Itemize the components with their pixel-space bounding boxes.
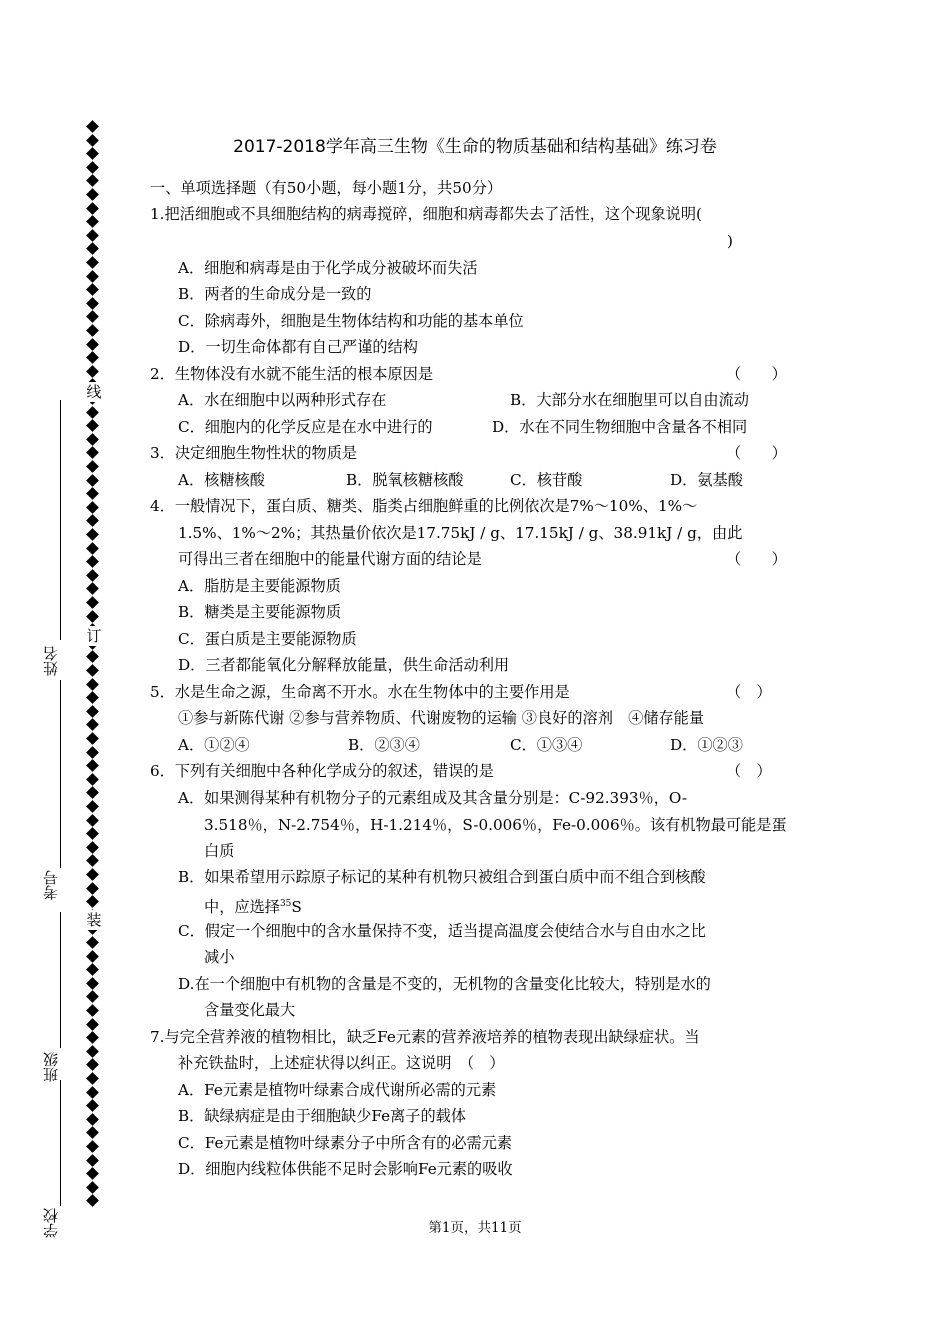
diamond-marker bbox=[86, 691, 99, 704]
diamond-marker bbox=[86, 215, 99, 228]
diamond-marker bbox=[86, 1072, 99, 1085]
diamond-marker bbox=[86, 841, 99, 854]
diamond-marker bbox=[86, 719, 99, 732]
diamond-marker bbox=[86, 202, 99, 215]
diamond-marker bbox=[86, 1045, 99, 1058]
option-b: B．糖类是主要能源物质 bbox=[178, 603, 342, 621]
diamond-marker bbox=[86, 882, 99, 895]
school-label: 学校 bbox=[42, 1208, 60, 1238]
diamond-marker bbox=[86, 991, 99, 1004]
question-stem: 4．一般情况下，蛋白质、糖类、脂类占细胞鲜重的比例依次是7%～10%、1%～ bbox=[150, 497, 698, 515]
binding-label-xian: 线 bbox=[84, 382, 104, 402]
diamond-marker bbox=[86, 243, 99, 256]
question-statements: ①参与新陈代谢 ②参与营养物质、代谢废物的运输 ③良好的溶剂 ④储存能量 bbox=[178, 709, 705, 727]
diamond-marker bbox=[86, 610, 99, 623]
diamond-marker bbox=[86, 1181, 99, 1194]
diamond-marker bbox=[86, 1167, 99, 1180]
option-c-cont: 减小 bbox=[204, 948, 235, 966]
diamond-marker bbox=[86, 963, 99, 976]
option-b: B．如果希望用示踪原子标记的某种有机物只被组合到蛋白质中而不组合到核酸 bbox=[178, 868, 706, 886]
diamond-marker bbox=[86, 283, 99, 296]
section-heading: 一、单项选择题（有50小题，每小题1分，共50分） bbox=[150, 179, 503, 197]
isotope-mass: 35 bbox=[279, 899, 292, 909]
question-stem-cont: 补充铁盐时，上述症状得以纠正。这说明 （ ） bbox=[178, 1054, 505, 1072]
option-c: C．除病毒外，细胞是生物体结构和功能的基本单位 bbox=[178, 312, 524, 330]
answer-bracket: （ ） bbox=[726, 365, 787, 383]
diamond-marker bbox=[86, 175, 99, 188]
binding-label-zhuang: 装 bbox=[84, 910, 104, 930]
school-field-line[interactable] bbox=[60, 1080, 61, 1206]
diamond-marker bbox=[86, 270, 99, 283]
diamond-marker bbox=[86, 936, 99, 949]
diamond-marker bbox=[86, 120, 99, 133]
diamond-marker bbox=[86, 188, 99, 201]
name-label: 姓名 bbox=[42, 646, 60, 676]
diamond-marker bbox=[86, 814, 99, 827]
diamond-marker bbox=[86, 515, 99, 528]
option-a: A．细胞和病毒是由于化学成分被破坏而失活 bbox=[178, 259, 478, 277]
option-a: A．Fe元素是植物叶绿素合成代谢所必需的元素 bbox=[178, 1081, 497, 1099]
isotope-symbol: S bbox=[291, 898, 302, 917]
option-a: A．如果测得某种有机物分子的元素组成及其含量分别是：C-92.393％，O- bbox=[178, 789, 688, 807]
option-a: A．水在细胞中以两种形式存在 bbox=[178, 391, 387, 409]
option-d: D．①②③ bbox=[670, 736, 743, 754]
class-label: 班级 bbox=[42, 1052, 60, 1082]
diamond-marker bbox=[86, 1059, 99, 1072]
diamond-marker bbox=[86, 569, 99, 582]
diamond-marker bbox=[86, 365, 99, 378]
option-b: B．大部分水在细胞里可以自由流动 bbox=[510, 391, 749, 409]
diamond-marker bbox=[86, 433, 99, 446]
diamond-marker bbox=[86, 1018, 99, 1031]
option-d: D.在一个细胞中有机物的含量是不变的，无机物的含量变化比较大，特别是水的 bbox=[178, 975, 711, 993]
question-stem: 5．水是生命之源，生命离不开水。水在生物体中的主要作用是 bbox=[150, 683, 570, 701]
diamond-marker bbox=[86, 732, 99, 745]
diamond-marker bbox=[86, 229, 99, 242]
question-stem-cont: 可得出三者在细胞中的能量代谢方面的结论是 bbox=[178, 550, 482, 568]
diamond-marker bbox=[86, 1031, 99, 1044]
diamond-marker bbox=[86, 664, 99, 677]
diamond-marker bbox=[86, 1195, 99, 1208]
question-stem: 7.与完全营养液的植物相比，缺乏Fe元素的营养液培养的植物表现出缺绿症状。当 bbox=[150, 1028, 700, 1046]
option-b-cont bbox=[204, 893, 302, 918]
diamond-marker bbox=[86, 705, 99, 718]
diamond-marker bbox=[86, 256, 99, 269]
option-a: A．①②④ bbox=[178, 736, 250, 754]
question-stem: 3．决定细胞生物性状的物质是 bbox=[150, 444, 358, 462]
option-d: D．氨基酸 bbox=[670, 471, 743, 489]
option-c: C．①③④ bbox=[510, 736, 583, 754]
diamond-marker bbox=[86, 678, 99, 691]
option-d: D．细胞内线粒体供能不足时会影响Fe元素的吸收 bbox=[178, 1160, 513, 1178]
option-d-cont: 含量变化最大 bbox=[204, 1001, 296, 1019]
diamond-marker bbox=[86, 583, 99, 596]
diamond-marker bbox=[86, 474, 99, 487]
option-d: D．三者都能氧化分解释放能量，供生命活动利用 bbox=[178, 656, 510, 674]
option-b: B．两者的生命成分是一致的 bbox=[178, 285, 372, 303]
diamond-marker bbox=[86, 1140, 99, 1153]
diamond-marker bbox=[86, 351, 99, 364]
diamond-marker bbox=[86, 338, 99, 351]
option-c: C．Fe元素是植物叶绿素分子中所含有的必需元素 bbox=[178, 1134, 513, 1152]
question-stem: 6．下列有关细胞中各种化学成分的叙述，错误的是 bbox=[150, 762, 494, 780]
option-b: B．缺绿病症是由于细胞缺少Fe离子的载体 bbox=[178, 1107, 467, 1125]
question-stem: 1.把活细胞或不具细胞结构的病毒搅碎，细胞和病毒都失去了活性，这个现象说明( bbox=[150, 205, 702, 223]
exam-number-label: 考号 bbox=[42, 870, 60, 900]
option-d: D．一切生命体都有自己严谨的结构 bbox=[178, 338, 418, 356]
binding-label-ding: 订 bbox=[84, 626, 104, 646]
diamond-marker bbox=[86, 1004, 99, 1017]
diamond-marker bbox=[86, 460, 99, 473]
option-d: D．水在不同生物细胞中含量各不相同 bbox=[492, 418, 748, 436]
diamond-marker bbox=[86, 406, 99, 419]
diamond-marker bbox=[86, 528, 99, 541]
diamond-marker bbox=[86, 950, 99, 963]
question-stem: 2．生物体没有水就不能生活的根本原因是 bbox=[150, 365, 434, 383]
diamond-marker bbox=[86, 297, 99, 310]
option-b: B．脱氧核糖核酸 bbox=[346, 471, 464, 489]
diamond-marker bbox=[86, 1113, 99, 1126]
diamond-marker bbox=[86, 1099, 99, 1112]
diamond-marker bbox=[86, 800, 99, 813]
option-a: A．核糖核酸 bbox=[178, 471, 265, 489]
diamond-marker bbox=[86, 324, 99, 337]
diamond-marker bbox=[86, 773, 99, 786]
option-a-cont: 3.518％，N-2.754％，H-1.214％，S-0.006％，Fe-0.006％。该有机物最可能是蛋 bbox=[204, 816, 787, 834]
option-a: A．脂肪是主要能源物质 bbox=[178, 577, 341, 595]
diamond-marker bbox=[86, 895, 99, 908]
option-b-text: 中，应选择 bbox=[204, 898, 280, 917]
diamond-marker bbox=[86, 596, 99, 609]
diamond-marker bbox=[86, 501, 99, 514]
diamond-marker bbox=[86, 447, 99, 460]
class-field-line[interactable] bbox=[60, 912, 61, 1048]
option-b: B．②③④ bbox=[348, 736, 420, 754]
answer-bracket: （ ） bbox=[726, 444, 787, 462]
diamond-marker bbox=[86, 1086, 99, 1099]
answer-bracket: （ ） bbox=[726, 762, 772, 780]
answer-bracket: （ ） bbox=[726, 683, 772, 701]
diamond-marker bbox=[86, 746, 99, 759]
diamond-marker bbox=[86, 827, 99, 840]
exam-number-field-line[interactable] bbox=[60, 680, 61, 868]
diamond-marker bbox=[86, 542, 99, 555]
answer-bracket: ) bbox=[727, 232, 733, 250]
page-title: 2017-2018学年高三生物《生命的物质基础和结构基础》练习卷 bbox=[233, 137, 717, 157]
answer-bracket: （ ） bbox=[726, 550, 787, 568]
diamond-marker bbox=[86, 759, 99, 772]
option-c: C．核苷酸 bbox=[510, 471, 583, 489]
diamond-marker bbox=[86, 977, 99, 990]
diamond-marker bbox=[86, 487, 99, 500]
diamond-marker bbox=[86, 651, 99, 664]
diamond-marker bbox=[86, 311, 99, 324]
diamond-marker bbox=[86, 419, 99, 432]
option-c: C．蛋白质是主要能源物质 bbox=[178, 630, 357, 648]
binding-strip bbox=[84, 120, 104, 1200]
option-c: C．细胞内的化学反应是在水中进行的 bbox=[178, 418, 433, 436]
question-stem-cont: 1.5%、1%～2%；其热量价依次是17.75kJ / g、17.15kJ / g、38.91kJ / g，由此 bbox=[178, 524, 743, 542]
option-a-cont: 白质 bbox=[204, 842, 235, 860]
diamond-marker bbox=[86, 555, 99, 568]
diamond-marker bbox=[86, 855, 99, 868]
option-c: C．假定一个细胞中的含水量保持不变，适当提高温度会使结合水与自由水之比 bbox=[178, 922, 706, 940]
page-footer: 第1页，共11页 bbox=[428, 1220, 522, 1236]
diamond-marker bbox=[86, 1127, 99, 1140]
diamond-marker bbox=[86, 787, 99, 800]
name-field-line[interactable] bbox=[60, 400, 61, 640]
diamond-marker bbox=[86, 1154, 99, 1167]
diamond-marker bbox=[86, 161, 99, 174]
diamond-marker bbox=[86, 868, 99, 881]
